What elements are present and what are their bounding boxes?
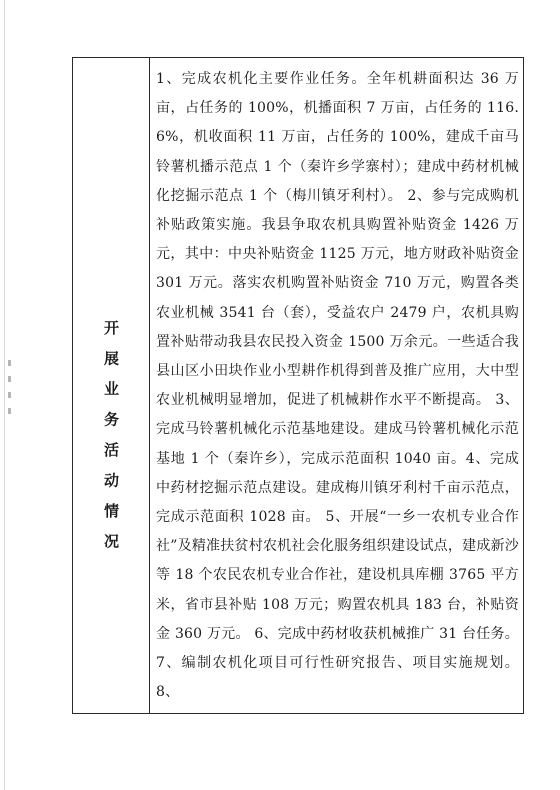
page-edge xyxy=(4,0,5,790)
business-activity-text: 1、完成农机化主要作业任务。全年机耕面积达 36 万亩，占任务的 100%，机播面积 7 万亩，占任务的 116.6%，机收面积 11 万亩，占任务的 100%，建成千亩马铃薯机播示范点 1 个（秦许乡学寨村）；建成中药材机械化挖掘示范点 1 个（梅川镇牙利村）。 2、参与完成购机补贴政策实施。我县争取农机具购置补贴资金 1426 万元，其中：中央补贴资金 1125 万元，地方财政补贴资金 301 万元。落实农机购置补贴资金 710 万元，购置各类农业机械 3541 台（套），受益农户 2479 户，农机具购置补贴带动我县农民投入资金 1500 万余元。一些适合我县山区小田块作业小型耕作机得到普及推广应用，大中型农业机械明显增加，促进了机械耕作水平不断提高。 3、完成马铃薯机械化示范基地建设。建成马铃薯机械化示范基地 1 个（秦许乡），完成示范面积 1040 亩。4、完成中药材挖掘示范点建设。建成梅川镇牙利村千亩示范点，完成示范面积 1028 亩。 5、开展“一乡一农机专业合作社”及精准扶贫村农机社会化服务组织建设试点，建成新沙等 18 个农民农机专业合作社，建设机具库棚 3765 平方米，省市县补贴 108 万元；购置农机具 183 台，补贴资金 360 万元。 6、完成中药材收获机械推广 31 台任务。 7、编制农机化项目可行性研究报告、项目实施规划。 8、 xyxy=(156,71,519,701)
margin-marks xyxy=(8,360,14,450)
content-cell xyxy=(150,58,523,713)
section-label: 开展业务活动情况 xyxy=(102,320,120,564)
form-table xyxy=(72,57,524,714)
section-label-cell xyxy=(73,58,150,713)
